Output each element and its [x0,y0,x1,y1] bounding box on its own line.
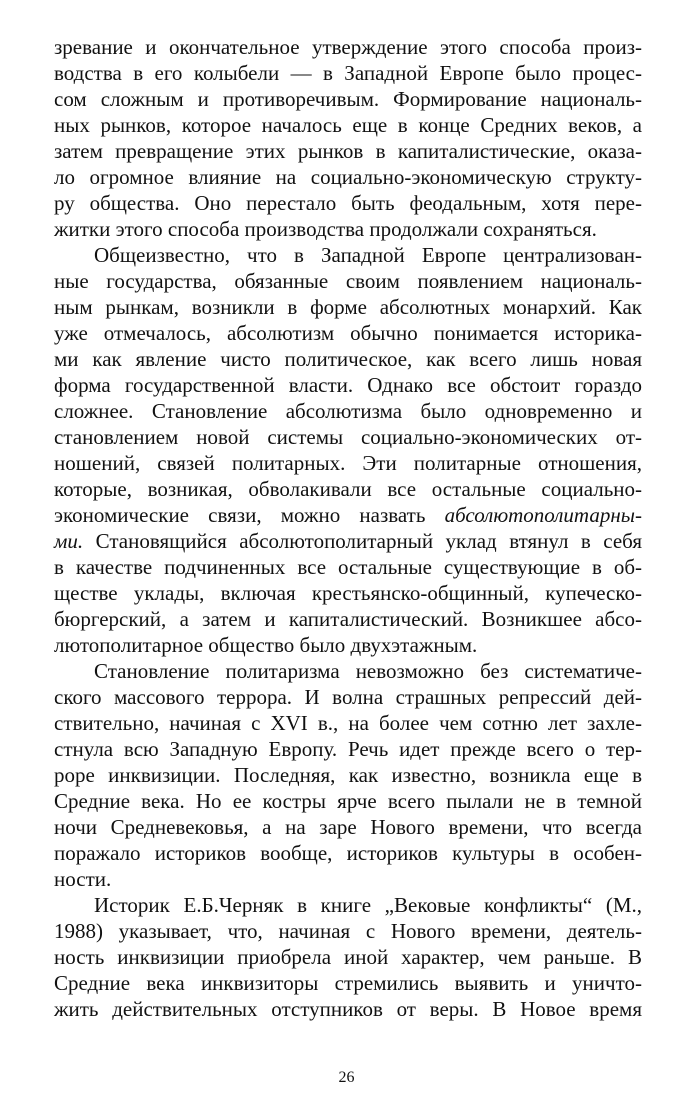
text-line: ных рынков, которое началось еще в конце Средних веков, а [54,113,642,137]
text-line: ствительно, начиная с XVI в., на более чем сотню лет захле- [54,711,642,735]
body-text [54,34,642,1022]
text-line: сом сложным и противоречивым. Формирование националь- [54,87,642,111]
text-line: стнула всю Западную Европу. Речь идет прежде всего о тер- [54,737,642,761]
text-line: ночи Средневековья, а на заре Нового времени, что всегда [54,815,642,839]
text-line [54,502,642,528]
text-line: Историк Е.Б.Черняк в книге „Вековые конфликты“ (М., [94,893,642,917]
italic-term: ми. [54,529,84,553]
text-line: поражало историков вообще, историков культуры в особен- [54,841,642,865]
text-line: жить действительных отступников от веры. В Новое время [54,997,642,1021]
text-line: ность инквизиции приобрела иной характер, чем раньше. В [54,945,642,969]
text-line: ру общества. Оно перестало быть феодальным, хотя пере- [54,191,642,215]
text-line: лютополитарное общество было двухэтажным. [54,633,478,657]
text-line [54,528,642,554]
text-line: ным рынкам, возникли в форме абсолютных монархий. Как [54,295,642,319]
text-line: Общеизвестно, что в Западной Европе централизован- [94,243,642,267]
text-line: бюргерский, а затем и капиталистический. Возникшее абсо- [54,607,642,631]
paragraph-3 [54,658,642,892]
text-line: которые, возникая, обволакивали все остальные социально- [54,477,642,501]
text-line: житки этого способа производства продолжали сохраняться. [54,217,597,241]
text-line: ло огромное влияние на социально-экономическую структу- [54,165,642,189]
paragraph-4 [54,892,642,1022]
italic-term: абсолютополитарны- [444,503,642,527]
text-line: Средние века. Но ее костры ярче всего пылали не в темной [54,789,642,813]
text-line: 1988) указывает, что, начиная с Нового времени, деятель- [54,919,642,943]
text-line: уже отмечалось, абсолютизм обычно понимается историка- [54,321,642,345]
text-line: ми как явление чисто политическое, как всего лишь новая [54,347,642,371]
text-line: Средние века инквизиторы стремились выявить и уничто- [54,971,642,995]
text-line: сложнее. Становление абсолютизма было одновременно и [54,399,642,423]
text-line: зревание и окончательное утверждение этого способа произ- [54,35,642,59]
text-line: ношений, связей политарных. Эти политарные отношения, [54,451,642,475]
text-line: ные государства, обязанные своим появлением националь- [54,269,642,293]
text-line: ществе уклады, включая крестьянско-общинный, купеческо- [54,581,642,605]
text-line: форма государственной власти. Однако все обстоит гораздо [54,373,642,397]
text-segment: Становящийся абсолютополитарный уклад втянул в себя [83,529,642,553]
text-segment: экономические связи, можно назвать [54,503,445,527]
text-line: Становление политаризма невозможно без систематиче- [94,659,642,683]
paragraph-2 [54,242,642,658]
paragraph-1 [54,34,642,242]
text-line: затем превращение этих рынков в капиталистические, оказа- [54,139,642,163]
text-line: ского массового террора. И волна страшных репрессий дей- [54,685,642,709]
text-line: становлением новой системы социально-экономических от- [54,425,642,449]
page-number: 26 [338,1069,355,1086]
text-line: роре инквизиции. Последняя, как известно, возникла еще в [54,763,642,787]
text-line: в качестве подчиненных все остальные существующие в об- [54,555,642,579]
text-line: ности. [54,867,112,891]
text-line: водства в его колыбели — в Западной Европе было процес- [54,61,642,85]
